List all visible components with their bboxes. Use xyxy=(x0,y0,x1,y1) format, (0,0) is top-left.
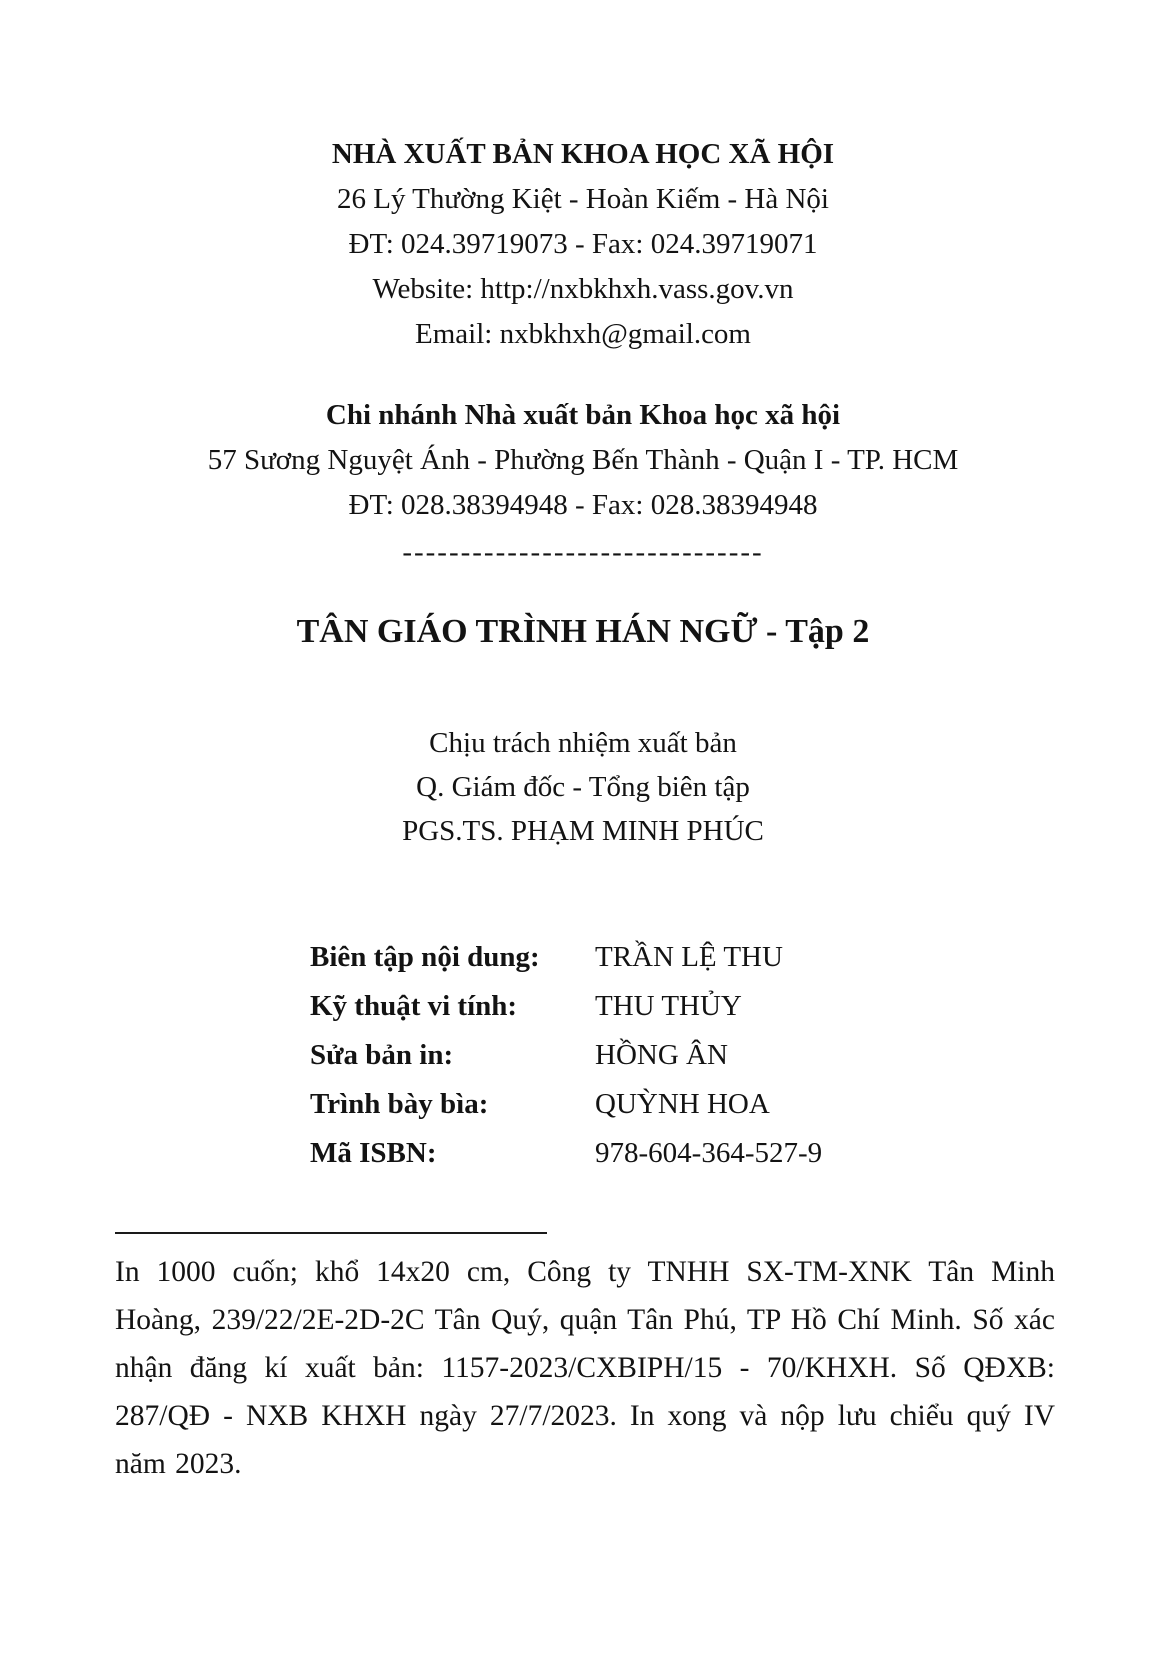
publisher-email: Email: nxbkhxh@gmail.com xyxy=(415,318,751,350)
credit-row xyxy=(310,982,880,1031)
credit-value: THU THỦY xyxy=(595,990,742,1022)
responsibility-position: Q. Giám đốc - Tổng biên tập xyxy=(416,771,750,803)
credit-value: 978-604-364-527-9 xyxy=(595,1137,823,1169)
responsibility-role: Chịu trách nhiệm xuất bản xyxy=(429,727,737,759)
publisher-name: NHÀ XUẤT BẢN KHOA HỌC XÃ HỘI xyxy=(331,138,835,170)
credit-row xyxy=(310,1031,880,1080)
credit-label: Mã ISBN: xyxy=(310,1137,437,1169)
responsibility-block xyxy=(0,721,1166,853)
publisher-address: 26 Lý Thường Kiệt - Hoàn Kiếm - Hà Nội xyxy=(336,183,829,215)
publisher-block xyxy=(0,132,1166,357)
book-title: TÂN GIÁO TRÌNH HÁN NGỮ - Tập 2 xyxy=(296,613,870,650)
credit-value: TRẦN LỆ THU xyxy=(595,941,783,973)
publisher-phone-fax: ĐT: 024.39719073 - Fax: 024.39719071 xyxy=(348,228,818,260)
responsibility-person: PGS.TS. PHẠM MINH PHÚC xyxy=(402,815,764,847)
credit-label: Sửa bản in: xyxy=(310,1039,454,1071)
credit-row xyxy=(310,1080,880,1129)
publisher-website: Website: http://nxbkhxh.vass.gov.vn xyxy=(372,273,794,305)
print-info-paragraph: In 1000 cuốn; khổ 14x20 cm, Công ty TNHH SX-TM-XNK Tân Minh Hoàng, 239/22/2E-2D-2C Tân Quý, quận Tân Phú, TP Hồ Chí Minh. Số xác nhận đăng kí xuất bản: 1157-2023/CXBIPH/15 - 70/KHXH. Số QĐXB: 287/QĐ - NXB KHXH ngày 27/7/2023. In xong và nộp lưu chiểu quý IV năm 2023. xyxy=(115,1256,1055,1480)
credit-label: Kỹ thuật vi tính: xyxy=(310,990,518,1022)
credit-value: QUỲNH HOA xyxy=(595,1088,770,1120)
credit-row xyxy=(310,1129,880,1178)
dash-separator: ------------------------------- xyxy=(402,536,764,568)
branch-phone-fax: ĐT: 028.38394948 - Fax: 028.38394948 xyxy=(348,489,818,521)
branch-block xyxy=(0,393,1166,528)
credit-label: Biên tập nội dung: xyxy=(310,941,540,973)
branch-address: 57 Sương Nguyệt Ánh - Phường Bến Thành - Quận I - TP. HCM xyxy=(207,444,959,476)
credit-value: HỒNG ÂN xyxy=(595,1039,728,1071)
credits-table xyxy=(310,933,880,1178)
branch-name: Chi nhánh Nhà xuất bản Khoa học xã hội xyxy=(325,399,841,431)
credit-label: Trình bày bìa: xyxy=(310,1088,489,1120)
divider-line xyxy=(115,1232,547,1234)
credit-row xyxy=(310,933,880,982)
